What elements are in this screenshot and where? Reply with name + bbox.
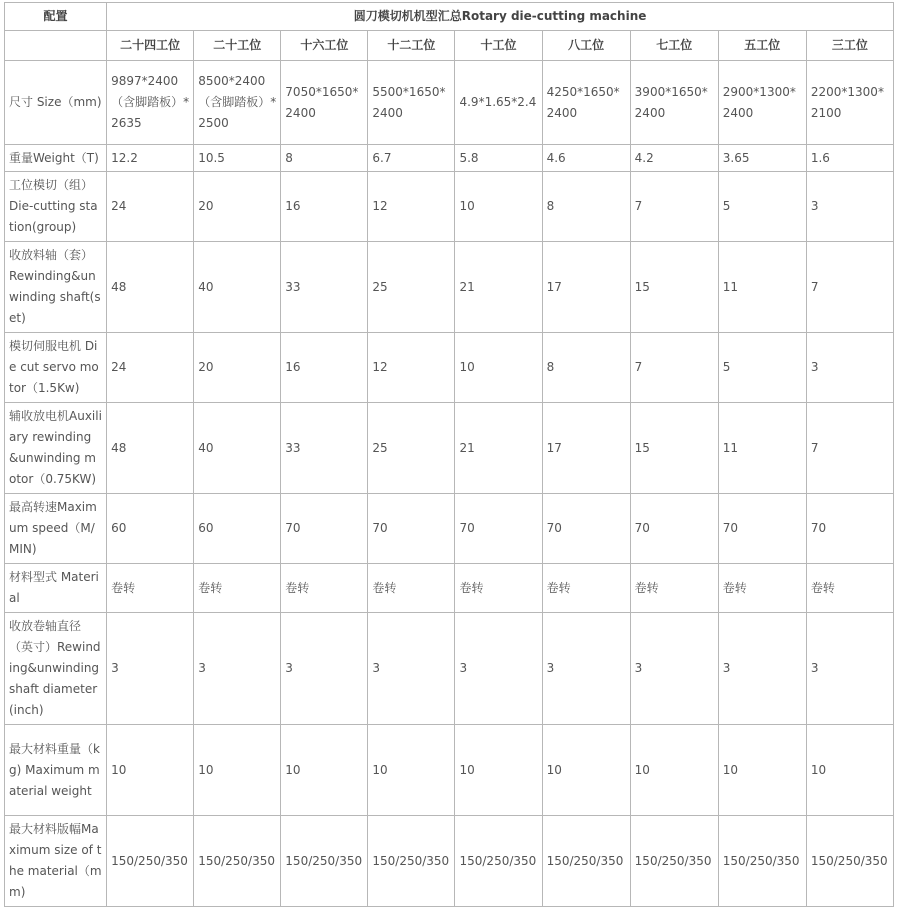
table-cell: 4.2 bbox=[630, 145, 718, 172]
table-row bbox=[5, 494, 894, 564]
table-cell: 150/250/350 bbox=[718, 816, 806, 907]
header-blank-cell bbox=[5, 31, 107, 61]
column-header: 二十工位 bbox=[194, 31, 281, 61]
table-cell: 8 bbox=[281, 145, 368, 172]
table-cell: 3 bbox=[542, 613, 630, 725]
table-row bbox=[5, 242, 894, 333]
title-row bbox=[5, 3, 894, 31]
table-cell: 8 bbox=[542, 333, 630, 403]
column-header: 七工位 bbox=[630, 31, 718, 61]
table-cell: 10 bbox=[281, 725, 368, 816]
table-cell: 7050*1650*2400 bbox=[281, 61, 368, 145]
table-cell: 3 bbox=[630, 613, 718, 725]
table-cell: 10 bbox=[718, 725, 806, 816]
table-cell: 10 bbox=[542, 725, 630, 816]
table-row bbox=[5, 816, 894, 907]
table-cell: 10 bbox=[107, 725, 194, 816]
table-cell: 4250*1650*2400 bbox=[542, 61, 630, 145]
row-label: 最高转速Maximum speed（M/MIN) bbox=[5, 494, 107, 564]
column-header: 五工位 bbox=[718, 31, 806, 61]
table-row bbox=[5, 61, 894, 145]
table-cell: 10 bbox=[455, 333, 542, 403]
table-cell: 5 bbox=[718, 172, 806, 242]
table-cell: 150/250/350 bbox=[806, 816, 893, 907]
table-cell: 卷转 bbox=[630, 564, 718, 613]
table-cell: 10 bbox=[806, 725, 893, 816]
row-label: 最大材料版幅Maximum size of the material（mm) bbox=[5, 816, 107, 907]
table-body bbox=[5, 3, 894, 907]
table-cell: 21 bbox=[455, 242, 542, 333]
table-cell: 20 bbox=[194, 333, 281, 403]
table-cell: 17 bbox=[542, 403, 630, 494]
table-row bbox=[5, 403, 894, 494]
table-cell: 25 bbox=[368, 242, 455, 333]
table-cell: 70 bbox=[368, 494, 455, 564]
row-label: 材料型式 Material bbox=[5, 564, 107, 613]
row-label: 重量Weight（T) bbox=[5, 145, 107, 172]
table-cell: 15 bbox=[630, 403, 718, 494]
table-cell: 4.9*1.65*2.4 bbox=[455, 61, 542, 145]
table-row bbox=[5, 333, 894, 403]
table-cell: 3 bbox=[368, 613, 455, 725]
table-cell: 12 bbox=[368, 333, 455, 403]
table-cell: 70 bbox=[542, 494, 630, 564]
table-row bbox=[5, 725, 894, 816]
table-cell: 卷转 bbox=[455, 564, 542, 613]
table-cell: 6.7 bbox=[368, 145, 455, 172]
table-row bbox=[5, 613, 894, 725]
column-header: 十二工位 bbox=[368, 31, 455, 61]
table-cell: 7 bbox=[630, 172, 718, 242]
table-cell: 10 bbox=[630, 725, 718, 816]
table-cell: 7 bbox=[630, 333, 718, 403]
table-cell: 70 bbox=[630, 494, 718, 564]
column-header: 十六工位 bbox=[281, 31, 368, 61]
header-row bbox=[5, 31, 894, 61]
table-cell: 70 bbox=[718, 494, 806, 564]
row-label: 最大材料重量（kg) Maximum material weight bbox=[5, 725, 107, 816]
table-cell: 40 bbox=[194, 403, 281, 494]
table-cell: 24 bbox=[107, 333, 194, 403]
table-cell: 150/250/350 bbox=[542, 816, 630, 907]
table-cell: 5.8 bbox=[455, 145, 542, 172]
table-cell: 33 bbox=[281, 403, 368, 494]
row-label: 辅收放电机Auxiliary rewinding &unwinding motor（0.75KW) bbox=[5, 403, 107, 494]
table-cell: 3 bbox=[806, 333, 893, 403]
table-cell: 10 bbox=[455, 172, 542, 242]
table-cell: 150/250/350 bbox=[368, 816, 455, 907]
table-cell: 卷转 bbox=[281, 564, 368, 613]
table-cell: 2200*1300*2100 bbox=[806, 61, 893, 145]
table-cell: 24 bbox=[107, 172, 194, 242]
table-cell: 70 bbox=[806, 494, 893, 564]
table-cell: 8 bbox=[542, 172, 630, 242]
table-cell: 150/250/350 bbox=[194, 816, 281, 907]
spec-table bbox=[4, 2, 894, 907]
table-cell: 10 bbox=[368, 725, 455, 816]
table-row bbox=[5, 564, 894, 613]
table-cell: 卷转 bbox=[718, 564, 806, 613]
table-cell: 12.2 bbox=[107, 145, 194, 172]
table-cell: 9897*2400（含脚踏板）*2635 bbox=[107, 61, 194, 145]
table-cell: 40 bbox=[194, 242, 281, 333]
table-cell: 10 bbox=[194, 725, 281, 816]
table-cell: 3 bbox=[281, 613, 368, 725]
table-cell: 卷转 bbox=[368, 564, 455, 613]
table-cell: 3 bbox=[806, 172, 893, 242]
table-cell: 15 bbox=[630, 242, 718, 333]
table-cell: 16 bbox=[281, 172, 368, 242]
table-cell: 150/250/350 bbox=[455, 816, 542, 907]
table-cell: 70 bbox=[455, 494, 542, 564]
table-cell: 70 bbox=[281, 494, 368, 564]
table-cell: 7 bbox=[806, 403, 893, 494]
row-label: 收放卷轴直径（英寸）Rewinding&unwinding shaft diameter(inch) bbox=[5, 613, 107, 725]
table-cell: 150/250/350 bbox=[281, 816, 368, 907]
table-cell: 20 bbox=[194, 172, 281, 242]
table-cell: 8500*2400（含脚踏板）*2500 bbox=[194, 61, 281, 145]
table-cell: 11 bbox=[718, 242, 806, 333]
table-cell: 33 bbox=[281, 242, 368, 333]
table-cell: 60 bbox=[194, 494, 281, 564]
table-cell: 16 bbox=[281, 333, 368, 403]
row-label: 尺寸 Size（mm) bbox=[5, 61, 107, 145]
column-header: 二十四工位 bbox=[107, 31, 194, 61]
table-cell: 10.5 bbox=[194, 145, 281, 172]
table-cell: 25 bbox=[368, 403, 455, 494]
table-cell: 150/250/350 bbox=[107, 816, 194, 907]
table-cell: 3 bbox=[455, 613, 542, 725]
column-header: 八工位 bbox=[542, 31, 630, 61]
table-row bbox=[5, 145, 894, 172]
table-cell: 3 bbox=[718, 613, 806, 725]
table-cell: 3 bbox=[107, 613, 194, 725]
table-cell: 17 bbox=[542, 242, 630, 333]
table-cell: 150/250/350 bbox=[630, 816, 718, 907]
table-cell: 5500*1650*2400 bbox=[368, 61, 455, 145]
table-cell: 3900*1650*2400 bbox=[630, 61, 718, 145]
table-cell: 卷转 bbox=[806, 564, 893, 613]
table-cell: 21 bbox=[455, 403, 542, 494]
table-cell: 48 bbox=[107, 403, 194, 494]
table-cell: 11 bbox=[718, 403, 806, 494]
table-cell: 7 bbox=[806, 242, 893, 333]
table-cell: 3.65 bbox=[718, 145, 806, 172]
table-cell: 10 bbox=[455, 725, 542, 816]
row-label: 收放料轴（套） Rewinding&unwinding shaft(set) bbox=[5, 242, 107, 333]
table-cell: 3 bbox=[806, 613, 893, 725]
table-cell: 卷转 bbox=[194, 564, 281, 613]
table-cell: 卷转 bbox=[542, 564, 630, 613]
table-cell: 48 bbox=[107, 242, 194, 333]
table-row bbox=[5, 172, 894, 242]
table-cell: 2900*1300*2400 bbox=[718, 61, 806, 145]
table-cell: 60 bbox=[107, 494, 194, 564]
row-label: 模切伺服电机 Die cut servo motor（1.5Kw) bbox=[5, 333, 107, 403]
column-header: 三工位 bbox=[806, 31, 893, 61]
row-label: 工位模切（组） Die-cutting station(group) bbox=[5, 172, 107, 242]
table-cell: 5 bbox=[718, 333, 806, 403]
corner-cell: 配置 bbox=[5, 3, 107, 31]
table-cell: 12 bbox=[368, 172, 455, 242]
table-cell: 4.6 bbox=[542, 145, 630, 172]
column-header: 十工位 bbox=[455, 31, 542, 61]
table-title: 圆刀模切机机型汇总Rotary die-cutting machine bbox=[107, 3, 894, 31]
table-cell: 卷转 bbox=[107, 564, 194, 613]
table-cell: 3 bbox=[194, 613, 281, 725]
table-cell: 1.6 bbox=[806, 145, 893, 172]
